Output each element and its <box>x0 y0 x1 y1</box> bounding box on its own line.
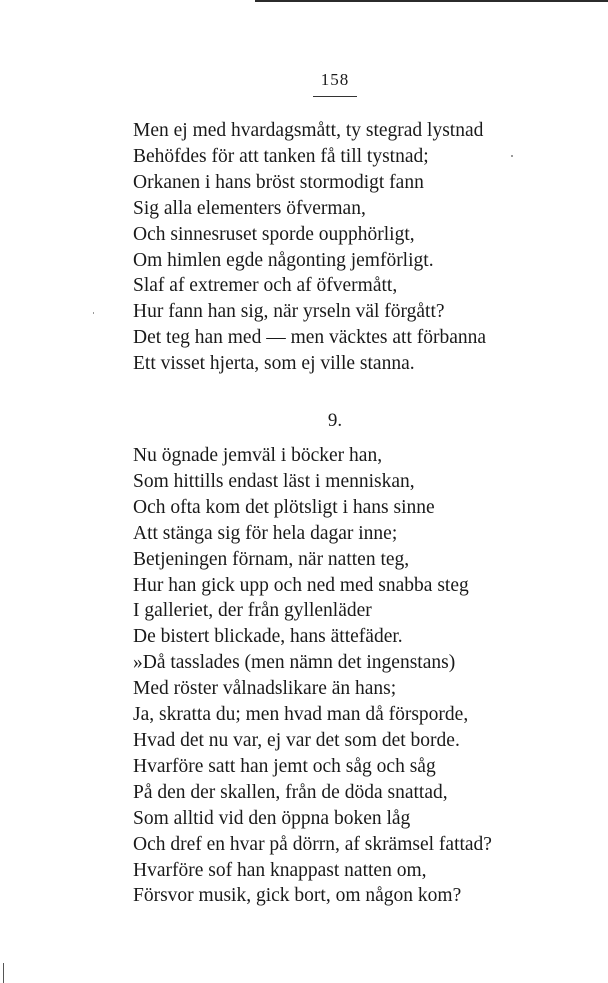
verse-line: Behöfdes för att tanken få till tystnad; <box>133 145 429 167</box>
verse-line: Och ofta kom det plötsligt i hans sinne <box>133 496 435 518</box>
verse-line: Orkanen i hans bröst stormodigt fann <box>133 171 424 193</box>
verse-line: Hur han gick upp och ned med snabba steg <box>133 574 469 596</box>
section-number: 9. <box>327 410 343 431</box>
verse-line: Sig alla elementers öfverman, <box>133 197 366 219</box>
verse-line: På den der skallen, från de döda snattad, <box>133 781 448 803</box>
verse-line: Det teg han med — men väcktes att förbanna <box>133 327 487 349</box>
verse-line: Ett visset hjerta, som ej ville stanna. <box>133 353 415 375</box>
verse-line: Nu ögnade jemväl i böcker han, <box>133 445 383 466</box>
verse-line: Om himlen egde någonting jemförligt. <box>133 249 434 271</box>
verse-line: Men ej med hvardagsmått, ty stegrad lystnad <box>133 120 484 141</box>
stanza-2 <box>133 443 492 909</box>
verse-line: Ja, skratta du; men hvad man då försporde, <box>133 704 469 726</box>
verse-line: Hvarföre satt han jemt och såg och såg <box>133 755 436 777</box>
page-number-underline <box>313 96 357 97</box>
verse-line: Hvad det nu var, ej var det som det borde. <box>133 729 460 751</box>
scan-edge-mark <box>3 963 4 983</box>
verse-line: Försvor musik, gick bort, om någon kom? <box>133 885 462 907</box>
verse-line: Och sinnesruset sporde oupphörligt, <box>133 223 415 245</box>
verse-line: Som hittills endast läst i menniskan, <box>133 470 415 492</box>
verse-line: Slaf af extremer och af öfvermått, <box>133 275 398 297</box>
verse-line: Hvarföre sof han knappast natten om, <box>133 859 427 881</box>
top-border-rule <box>255 0 608 2</box>
page-number: 158 <box>320 70 350 89</box>
verse-line: Att stänga sig för hela dagar inne; <box>133 522 398 544</box>
verse-line: Betjeningen förnam, när natten teg, <box>133 548 410 570</box>
verse-line: Med röster vålnadslikare än hans; <box>133 678 397 700</box>
verse-line: Som alltid vid den öppna boken låg <box>133 807 411 829</box>
verse-line: Och dref en hvar på dörrn, af skrämsel fattad? <box>133 833 492 855</box>
verse-line: I galleriet, der från gyllenläder <box>133 600 372 622</box>
paper-speck <box>511 155 513 157</box>
stanza-1 <box>133 118 486 377</box>
verse-line: Hur fann han sig, när yrseln väl förgått? <box>133 301 445 323</box>
verse-line: De bistert blickade, hans ättefäder. <box>133 626 403 648</box>
verse-line: »Då tasslades (men nämn det ingenstans) <box>133 652 456 674</box>
paper-speck <box>93 312 94 314</box>
